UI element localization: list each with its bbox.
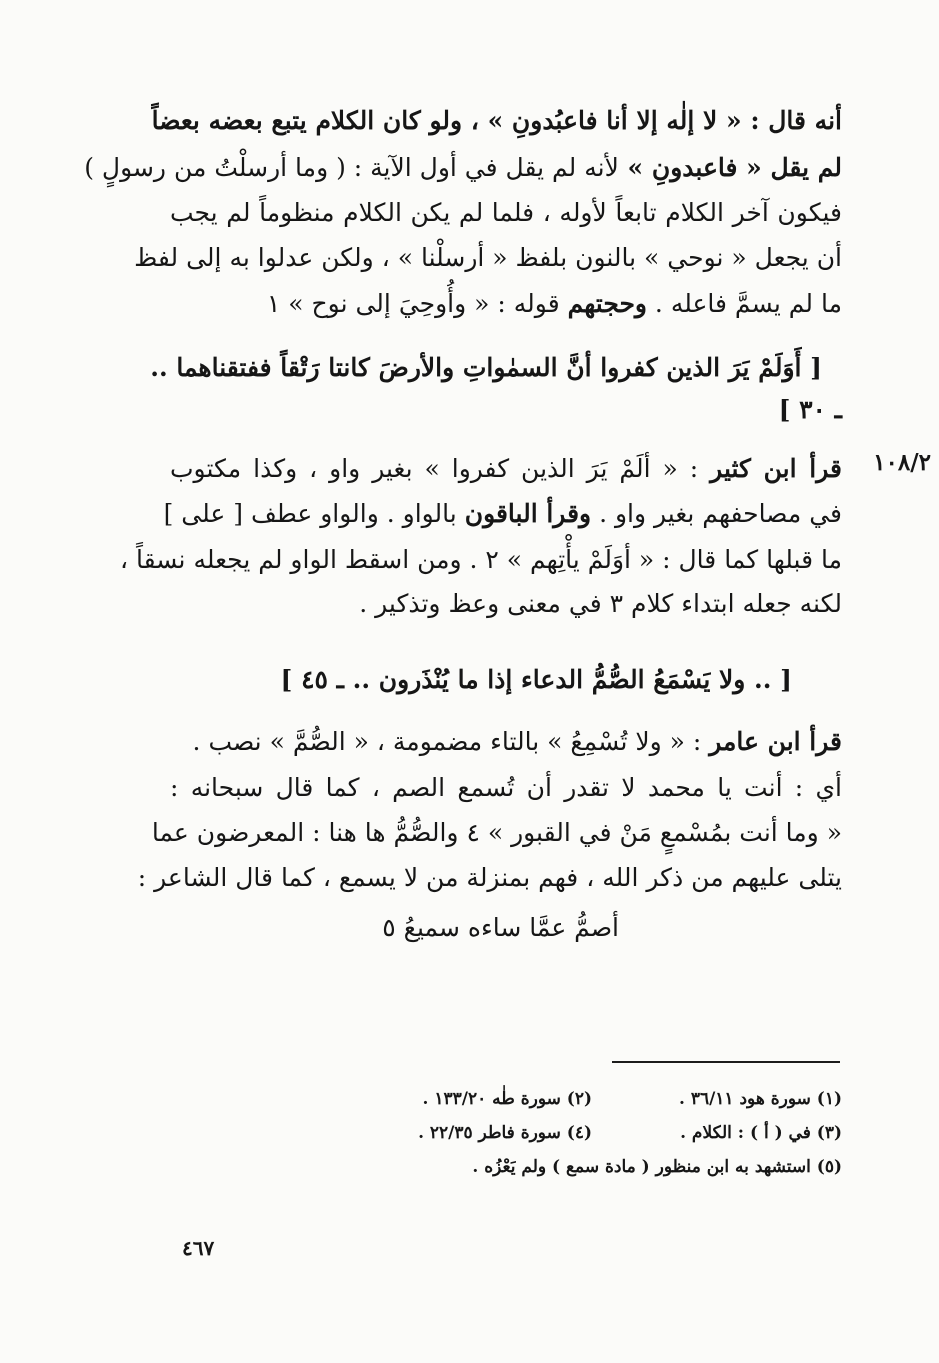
text-run: أن يجعل « نوحي » بالنون بلفظ « أرسلْنا » ، ولكن عدلوا به إلى لفظ bbox=[134, 243, 842, 272]
bold-run: « لا إلٰه إلا أنا فاعبُدونِ » ، bbox=[462, 106, 742, 135]
text-line bbox=[359, 584, 842, 624]
text-run: : « ألَمْ يَرَ الذين كفروا » بغير واو ، وكذا مكتوب bbox=[170, 454, 711, 483]
text-line bbox=[134, 238, 842, 278]
footnote: (٣) في ( أ ) : الكلام . bbox=[680, 1123, 842, 1143]
text-run: أي : أنت يا محمد لا تقدر أن تُسمع الصم ، كما قال سبحانه : bbox=[170, 773, 842, 802]
quran-verse bbox=[150, 348, 822, 388]
bold-run: أنه قال : bbox=[741, 106, 842, 135]
text-line bbox=[84, 148, 842, 188]
footnote: (٥) استشهد به ابن منظور ( مادة سمع ) ولم يَعْزُه . bbox=[472, 1157, 842, 1177]
bold-run: [ أَوَلَمْ يَرَ الذين كفروا أنَّ السمٰواتِ والأرضَ كانتا رَتْقاً ففتقناهما .. bbox=[150, 353, 822, 382]
text-run: فيكون آخر الكلام تابعاً لأوله ، فلما لم يكن الكلام منظوماً لم يجب bbox=[170, 198, 842, 227]
text-run: قوله : « وأُوحِيَ إلى نوح » ١ bbox=[266, 289, 568, 318]
bold-run: « فاعبدونِ » bbox=[618, 153, 762, 182]
text-run: لكنه جعله ابتداء كلام ٣ في معنى وعظ وتذكير . bbox=[359, 589, 842, 618]
bold-run: قرأ ابن عامر bbox=[709, 727, 842, 756]
bold-run: لم يقل bbox=[761, 153, 842, 182]
text-line bbox=[170, 768, 842, 808]
quran-verse-number bbox=[779, 390, 842, 430]
text-run: ما قبلها كما قال : « أوَلَمْ يأْتِهم » ٢ . ومن اسقط الواو لم يجعله نسقاً ، bbox=[119, 545, 842, 574]
text-line bbox=[170, 722, 842, 762]
text-run: « وما أنت بمُسْمعٍ مَنْ في القبور » ٤ والصُّمُّ ها هنا : المعرضون عما bbox=[151, 818, 842, 847]
margin-reference: ١٠٨/٢ bbox=[873, 449, 931, 476]
text-run: يتلى عليهم من ذكر الله ، فهم بمنزلة من لا يسمع ، كما قال الشاعر : bbox=[137, 863, 842, 892]
text-line bbox=[163, 494, 842, 534]
text-line bbox=[151, 813, 842, 853]
text-run: ما لم يسمَّ فاعله . bbox=[646, 289, 842, 318]
text-line bbox=[119, 540, 842, 580]
text-line bbox=[151, 101, 842, 141]
quran-verse bbox=[281, 660, 792, 700]
bold-run: قرأ ابن كثير bbox=[710, 454, 842, 483]
footnote: (٤) سورة فاطر ٢٢/٣٥ . bbox=[418, 1123, 592, 1143]
text-run: في مصاحفهم بغير واو . bbox=[591, 499, 842, 528]
text-run: لأنه لم يقل في أول الآية : ( وما أرسلْتُ من رسولٍ ) bbox=[84, 153, 619, 182]
footnote: (١) سورة هود ٣٦/١١ . bbox=[678, 1089, 842, 1109]
text-run: : « ولا تُسْمِعُ » بالتاء مضمومة ، « الصُّمَّ » نصب . bbox=[192, 727, 710, 756]
text-run: بالواو . والواو عطف [ على ] bbox=[163, 499, 465, 528]
bold-run: وحجتهم bbox=[567, 289, 647, 318]
bold-run: [ .. ولا يَسْمَعُ الصُّمُّ الدعاء إذا ما يُنْذَرون .. ـ ٤٥ ] bbox=[280, 665, 792, 694]
bold-run: ولو كان الكلام يتبع بعضه بعضاً bbox=[151, 106, 463, 135]
bold-run: وقرأ الباقون bbox=[464, 499, 592, 528]
poetry-verse bbox=[382, 908, 619, 948]
footnote: (٢) سورة طٰه ١٣٣/٢٠ . bbox=[422, 1089, 592, 1109]
text-run: أصمُّ عمَّا ساءه سميعُ ٥ bbox=[382, 913, 619, 942]
text-line bbox=[267, 284, 842, 324]
text-line bbox=[170, 449, 842, 489]
page-number: ٤٦٧ bbox=[182, 1236, 215, 1260]
text-line bbox=[137, 858, 842, 898]
bold-run: ـ ٣٠ ] bbox=[778, 395, 842, 424]
text-line bbox=[170, 193, 842, 233]
footnote-divider bbox=[612, 1061, 840, 1063]
